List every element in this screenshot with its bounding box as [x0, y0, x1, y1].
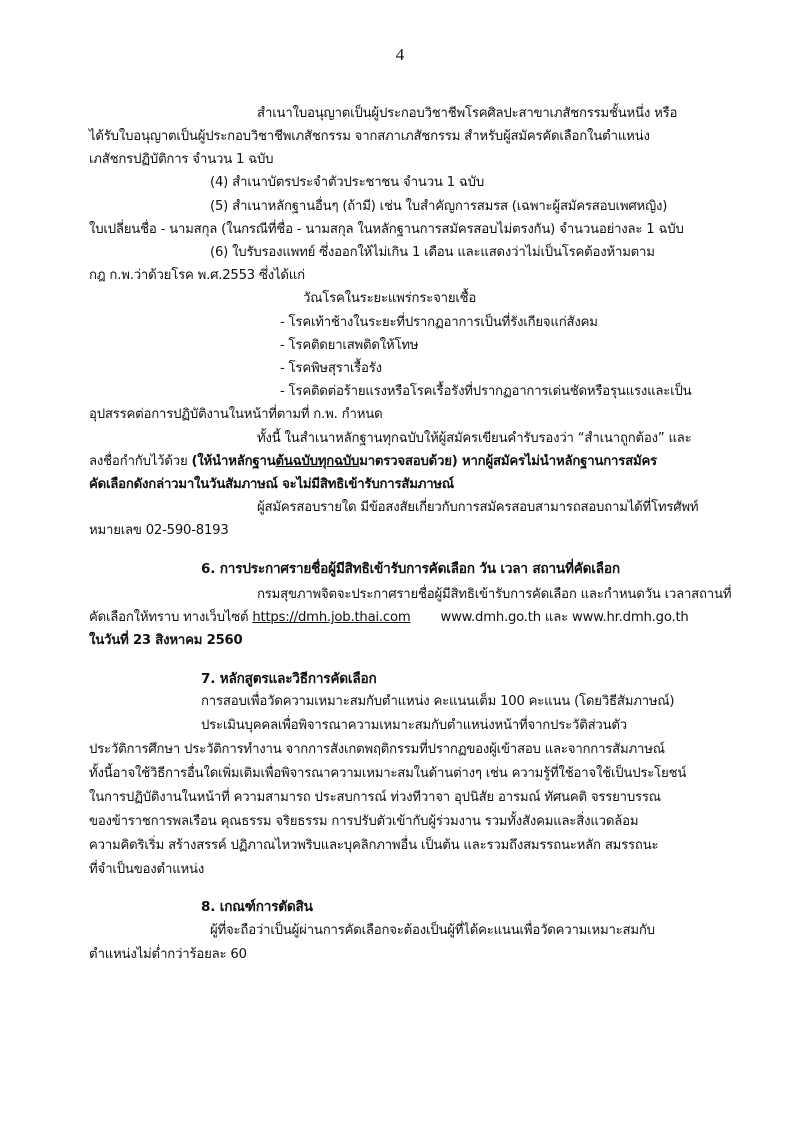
section-8-heading: 8. เกณฑ์การตัดสิน: [201, 899, 313, 915]
note-line1: ทั้งนี้ ในสำเนาหลักฐานทุกฉบับให้ผู้สมัครเขียนคำรับรองว่า “สำเนาถูกต้อง” และ: [257, 431, 692, 446]
note-line2-b: (ให้นำหลักฐาน: [191, 454, 276, 469]
page-number: 4: [395, 45, 405, 64]
section-8-line2: ตำแหน่งไม่ต่ำกว่าร้อยละ 60: [89, 947, 247, 962]
section-7-line5: ในการปฏิบัติงานในหน้าที่ ความสามารถ ประสบการณ์ ท่วงทีวาจา อุปนิสัย อารมณ์ ทัศนคติ จรรยาบรรณ: [89, 790, 661, 805]
disease-item: - โรคติดต่อร้ายแรงหรือโรคเรื้อรังที่ปรากฏอาการเด่นชัดหรือรุนแรงและเป็น: [280, 384, 692, 399]
section-7-line3: ประวัติการศึกษา ประวัติการทำงาน จากการสังเกตพฤติกรรมที่ปรากฏของผู้เข้าสอบ และจากการสัมภาษณ์: [89, 742, 665, 757]
disease-item: วัณโรคในระยะแพร่กระจายเชื้อ: [303, 291, 477, 306]
website-link[interactable]: https://dmh.job.thai.com: [252, 610, 411, 625]
item6-line1: (6) ใบรับรองแพทย์ ซึ่งออกให้ไม่เกิน 1 เดือน และแสดงว่าไม่เป็นโรคต้องห้ามตาม: [210, 245, 655, 260]
section-7-line8: ที่จำเป็นของตำแหน่ง: [89, 862, 205, 877]
section-6-line2-suffix: www.dmh.go.th และ www.hr.dmh.go.th: [440, 610, 689, 625]
section-7-line6: ของข้าราชการพลเรือน คุณธรรม จริยธรรม การปรับตัวเข้ากับผู้ร่วมงาน รวมทั้งสังคมและสิ่งแวดล้อม: [89, 814, 639, 829]
section-8-line1: ผู้ที่จะถือว่าเป็นผู้ผ่านการคัดเลือกจะต้องเป็นผู้ที่ได้คะแนนเพื่อวัดความเหมาะสมกับ: [210, 923, 655, 938]
note-line2-d: มาตรวจสอบด้วย) หากผู้สมัครไม่นำหลักฐานการสมัคร: [359, 454, 657, 469]
section-6-line3: ในวันที่ 23 สิงหาคม 2560: [89, 633, 243, 648]
section-7-heading: 7. หลักสูตรและวิธีการคัดเลือก: [201, 671, 377, 687]
contact-line1: ผู้สมัครสอบรายใด มีข้อสงสัยเกี่ยวกับการสมัครสอบสามารถสอบถามได้ที่โทรศัพท์: [257, 500, 699, 515]
section-7-line4: ทั้งนี้อาจใช้วิธีการอื่นใดเพิ่มเติมเพื่อพิจารณาความเหมาะสมในด้านต่างๆ เช่น ความรู้ที่ใช้อาจใช้เป็นประโยชน์: [89, 766, 687, 781]
item3-line2: ได้รับใบอนุญาตเป็นผู้ประกอบวิชาชีพเภสัชกรรม จากสภาเภสัชกรรม สำหรับผู้สมัครคัดเลือกในตำแหน่ง: [89, 129, 650, 144]
item3-line1: สำเนาใบอนุญาตเป็นผู้ประกอบวิชาชีพโรคศิลปะสาขาเภสัชกรรมชั้นหนึ่ง หรือ: [257, 106, 678, 121]
contact-line2: หมายเลข 02-590-8193: [89, 523, 229, 538]
disease-item: - โรคเท้าช้างในระยะที่ปรากฏอาการเป็นที่รังเกียจแก่สังคม: [280, 315, 598, 330]
note-line2-a: ลงชื่อกำกับไว้ด้วย: [89, 454, 192, 469]
item5-line2: ใบเปลี่ยนชื่อ - นามสกุล (ในกรณีที่ชื่อ - นามสกุล ในหลักฐานการสมัครสอบไม่ตรงกัน) จำนวนอย่างละ 1 ฉบับ: [89, 222, 684, 237]
note-line3: คัดเลือกดังกล่าวมาในวันสัมภาษณ์ จะไม่มีสิทธิเข้ารับการสัมภาษณ์: [89, 477, 454, 492]
section-7-line1: การสอบเพื่อวัดความเหมาะสมกับตำแหน่ง คะแนนเต็ม 100 คะแนน (โดยวิธีสัมภาษณ์): [201, 694, 675, 709]
disease-item: - โรคพิษสุราเรื้อรัง: [280, 361, 382, 376]
section-6-line2: [89, 608, 689, 628]
note-line2-c: ต้นฉบับทุกฉบับ: [275, 454, 360, 469]
item6-line2: กฎ ก.พ.ว่าด้วยโรค พ.ศ.2553 ซึ่งได้แก่: [89, 268, 305, 283]
item5-line1: (5) สำเนาหลักฐานอื่นๆ (ถ้ามี) เช่น ใบสำคัญการสมรส (เฉพาะผู้สมัครสอบเพศหญิง): [210, 199, 668, 214]
note-line2: [89, 452, 657, 472]
section-6-heading: 6. การประกาศรายชื่อผู้มีสิทธิเข้ารับการคัดเลือก วัน เวลา สถานที่คัดเลือก: [201, 561, 620, 577]
section-6-line2-prefix: คัดเลือกให้ทราบ ทางเว็บไซต์: [89, 610, 253, 625]
section-7-line7: ความคิดริเริ่ม สร้างสรรค์ ปฏิภาณไหวพริบและบุคลิกภาพอื่น เป็นต้น และรวมถึงสมรรถนะหลัก สมรรถนะ: [89, 838, 659, 853]
item3-line3: เภสัชกรปฏิบัติการ จำนวน 1 ฉบับ: [89, 152, 274, 167]
disease-item-cont: อุปสรรคต่อการปฏิบัติงานในหน้าที่ตามที่ ก.พ. กำหนด: [89, 407, 383, 422]
disease-item: - โรคติดยาเสพติดให้โทษ: [280, 338, 419, 353]
section-7-line2: ประเมินบุคคลเพื่อพิจารณาความเหมาะสมกับตำแหน่งหน้าที่จากประวัติส่วนตัว: [201, 718, 628, 733]
section-6-line1: กรมสุขภาพจิตจะประกาศรายชื่อผู้มีสิทธิเข้ารับการคัดเลือก และกำหนดวัน เวลาสถานที่: [257, 587, 732, 602]
item4: (4) สำเนาบัตรประจำตัวประชาชน จำนวน 1 ฉบับ: [210, 175, 485, 190]
